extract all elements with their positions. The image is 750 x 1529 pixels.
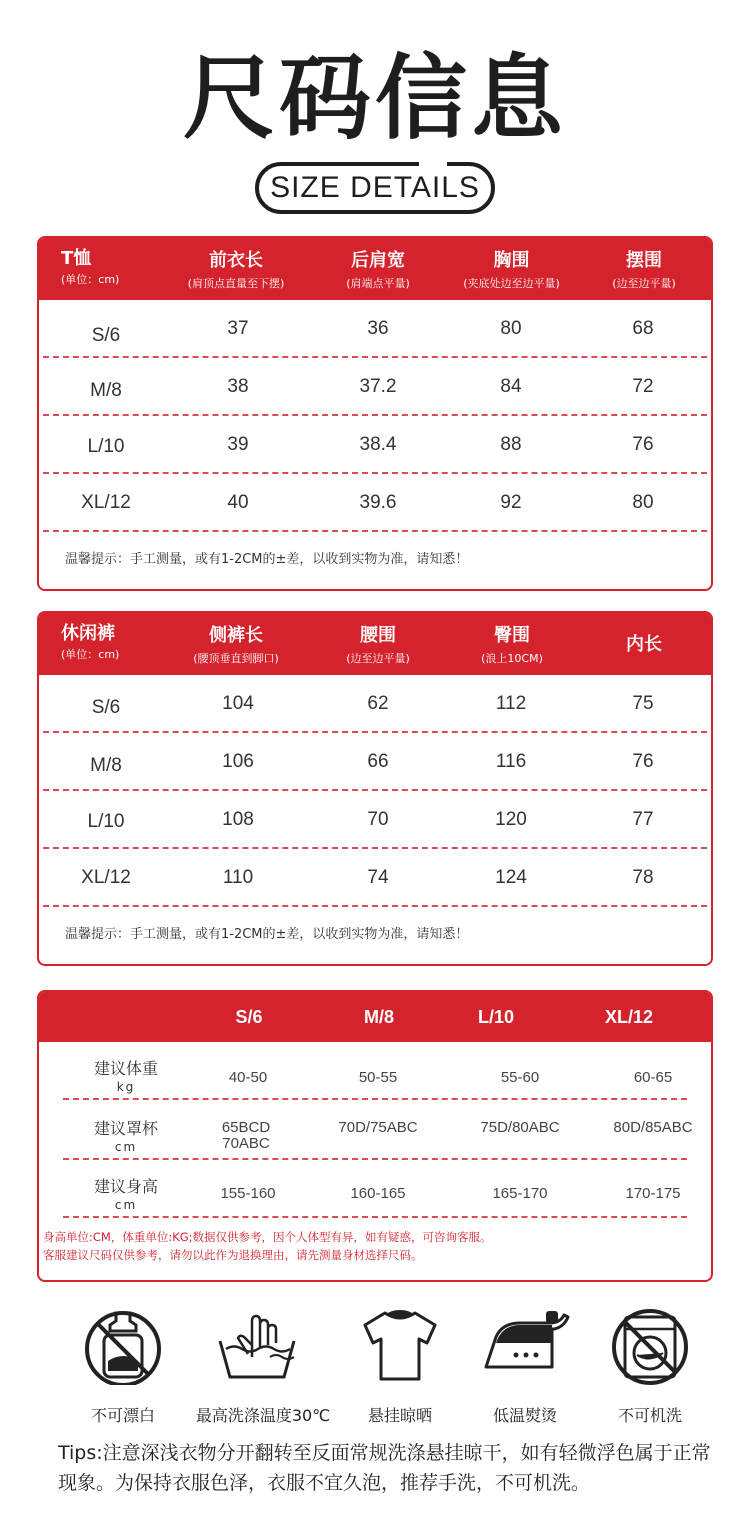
table-cell: 72 [632, 376, 654, 397]
hand-wash-30-icon [212, 1305, 302, 1385]
row-label [61, 1178, 191, 1214]
table-cell: 62 [367, 693, 389, 714]
header-cell [171, 625, 301, 667]
header-main: 摆围 [626, 250, 662, 271]
table-cell: 55-60 [500, 1069, 540, 1086]
low-iron-icon [480, 1305, 570, 1385]
table-cell: 40-50 [228, 1069, 268, 1086]
size-label: XL/12 [81, 492, 131, 513]
table-cell: 120 [495, 809, 527, 830]
header-main: 休闲裤 [61, 623, 115, 644]
table-row [63, 1100, 693, 1160]
table-cell: 160-165 [350, 1185, 406, 1202]
header-main: 臀围 [494, 625, 530, 646]
table-cell: 50-55 [358, 1069, 398, 1086]
table-cell: 108 [222, 809, 254, 830]
header-cell [313, 625, 443, 667]
table-cell: 39.6 [359, 492, 397, 513]
care-label: 不可机洗 [617, 1406, 682, 1425]
table-note: 温馨提示：手工测量，或有1-2CM的±差，以收到实物为准，请知悉！ [65, 927, 469, 942]
header-cell [171, 250, 301, 292]
table-cell: 40 [227, 492, 249, 513]
header-main: 侧裤长 [209, 625, 263, 646]
header-sub: (边至边平量) [612, 277, 676, 290]
row-label-unit: cm [114, 1140, 138, 1154]
header-sub: (肩端点平量) [346, 277, 410, 290]
header-cell [594, 250, 694, 292]
table-cell: 80 [632, 492, 654, 513]
table-cell: 60-65 [633, 1069, 673, 1086]
header-size: S/6 [235, 1007, 263, 1027]
table-cell: 65BCD 70ABC [221, 1119, 271, 1152]
header-size: L/10 [477, 1007, 515, 1027]
header-sub: (腰顶垂直到脚口) [193, 652, 279, 665]
header-cell [594, 634, 694, 656]
size-label: S/6 [91, 697, 121, 718]
table-cell: 38.4 [359, 434, 397, 455]
table-row [43, 675, 707, 733]
care-tips: Tips:注意深浅衣物分开翻转至反面常规洗涤悬挂晾干，如有轻微浮色属于正常现象。为保持衣服色泽，衣服不宜久泡，推荐手洗，不可机洗。 [58, 1442, 711, 1494]
size-label: L/10 [87, 811, 125, 832]
table-cell: 70 [367, 809, 389, 830]
table-cell: 106 [222, 751, 254, 772]
table-note: 温馨提示：手工测量，或有1-2CM的±差，以收到实物为准，请知悉！ [65, 552, 469, 567]
care-label: 悬挂晾晒 [367, 1406, 432, 1425]
table-cell: 37 [227, 318, 249, 339]
recommendation-header [39, 992, 711, 1042]
header-cell [439, 250, 584, 292]
header-sub: (单位：cm) [61, 648, 120, 661]
table-cell: 80 [500, 318, 522, 339]
note-line: 客服建议尺码仅供参考，请勿以此作为退换理由，请先测量身材选择尺码。 [43, 1248, 423, 1262]
table-cell: 39 [227, 434, 249, 455]
no-bleach-icon [78, 1305, 168, 1385]
table-cell: 116 [495, 751, 527, 772]
header-main: T恤 [61, 248, 92, 269]
table-cell: 36 [367, 318, 389, 339]
table-cell: 75 [632, 693, 654, 714]
table-cell: 76 [632, 434, 654, 455]
table-cell: 76 [632, 751, 654, 772]
header-cell [447, 625, 577, 667]
size-label: XL/12 [81, 867, 131, 888]
header-size: M/8 [363, 1007, 394, 1027]
header-sub: (边至边平量) [346, 652, 410, 665]
table-cell: 37.2 [359, 376, 397, 397]
table-row [43, 358, 707, 416]
table-cell: 170-175 [625, 1185, 681, 1202]
size-recommendation-table [37, 990, 713, 1282]
tshirt-size-table [37, 236, 713, 591]
table-cell: 70D/75ABC [338, 1119, 418, 1136]
table-cell: 92 [500, 492, 522, 513]
recommendation-notes [39, 1218, 711, 1264]
care-label: 低温熨烫 [492, 1406, 557, 1425]
table-cell: 112 [495, 693, 527, 714]
no-machine-wash-icon [605, 1305, 695, 1385]
row-label [61, 1060, 191, 1096]
row-label-text: 建议罩杯 [93, 1119, 158, 1138]
header-main: 内长 [626, 634, 662, 655]
header-cell [61, 623, 151, 663]
row-label-text: 建议身高 [93, 1177, 158, 1196]
header-sub: (单位：cm) [61, 273, 120, 286]
header-cell [313, 250, 443, 292]
header-main: 胸围 [493, 250, 530, 271]
header-cell [61, 248, 151, 288]
table-cell: 78 [632, 867, 654, 888]
table-cell: 75D/80ABC [480, 1119, 560, 1136]
header-main: 后肩宽 [351, 250, 405, 271]
table-cell: 74 [367, 867, 389, 888]
table-cell: 155-160 [220, 1185, 276, 1202]
table-row [43, 474, 707, 532]
table-cell: 80D/85ABC [613, 1119, 693, 1136]
size-label: M/8 [90, 755, 122, 776]
table-cell: 165-170 [492, 1185, 548, 1202]
row-label-text: 建议体重 [93, 1059, 158, 1078]
table-cell: 88 [500, 434, 522, 455]
table-row [43, 849, 707, 907]
care-label: 最高洗涤温度30℃ [195, 1406, 331, 1425]
tshirt-table-body [43, 300, 707, 532]
table-cell: 110 [222, 867, 254, 888]
hang-dry-icon [355, 1305, 445, 1385]
header-sub: (肩顶点直量至下摆) [187, 277, 285, 290]
pants-table-body [43, 675, 707, 907]
table-cell: 38 [227, 376, 249, 397]
size-label: S/6 [91, 325, 121, 346]
header-size: XL/12 [604, 1007, 654, 1027]
page-title: 尺码信息 [182, 45, 567, 152]
page-subtitle: SIZE DETAILS [255, 162, 495, 214]
pants-table-header [39, 613, 711, 675]
size-label: L/10 [87, 436, 125, 457]
note-line: 身高单位:CM，体重单位:KG;数据仅供参考，因个人体型有异，如有疑惑，可咨询客服。 [43, 1230, 492, 1244]
table-row [43, 733, 707, 791]
table-cell: 84 [500, 376, 522, 397]
table-row [43, 791, 707, 849]
size-label: M/8 [90, 380, 122, 401]
table-row [63, 1042, 687, 1100]
header-sub: (夹底处边至边平量) [463, 277, 560, 290]
row-label-unit: cm [114, 1198, 138, 1212]
table-cell: 77 [632, 809, 654, 830]
row-label-unit: kg [116, 1080, 136, 1094]
header-main: 腰围 [360, 625, 396, 646]
tshirt-table-header [39, 238, 711, 300]
table-row [43, 300, 707, 358]
header-main: 前衣长 [209, 250, 263, 271]
table-row [63, 1160, 687, 1218]
care-label: 不可漂白 [90, 1406, 155, 1425]
pants-size-table [37, 611, 713, 966]
row-label [61, 1120, 191, 1156]
table-cell: 124 [495, 867, 527, 888]
table-cell: 66 [367, 751, 389, 772]
table-cell: 68 [632, 318, 654, 339]
table-cell: 104 [222, 693, 254, 714]
header-sub: (浪上10CM) [481, 652, 543, 665]
table-row [43, 416, 707, 474]
